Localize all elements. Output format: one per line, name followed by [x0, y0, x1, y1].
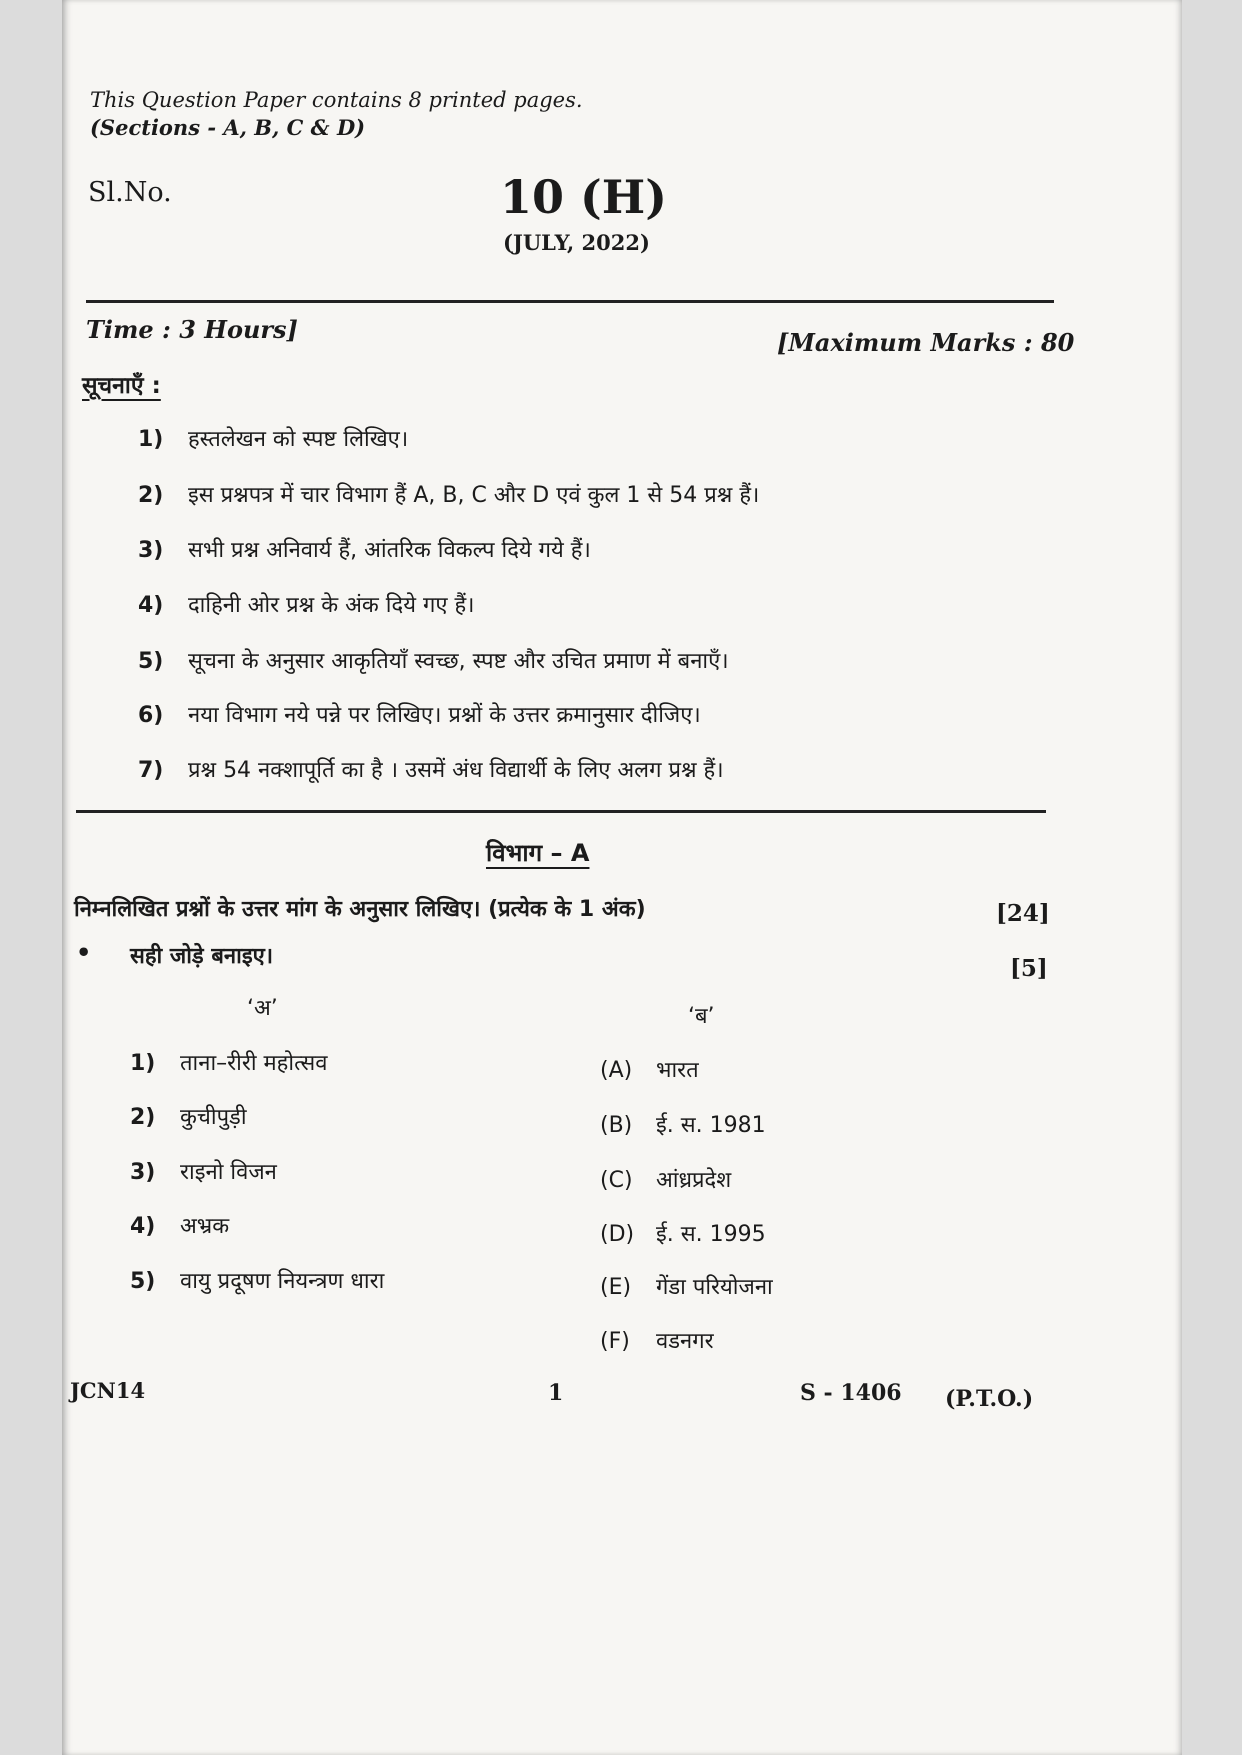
- column-b-header: ‘ब’: [688, 1004, 715, 1029]
- instruction-text: हस्तलेखन को स्पष्ट लिखिए।: [188, 427, 409, 452]
- exam-date: (JULY, 2022): [503, 230, 650, 255]
- instruction-number: 2): [138, 483, 164, 508]
- column-a-item: [130, 1156, 277, 1186]
- column-b-letter: (C): [600, 1168, 633, 1193]
- column-b-item: [600, 1271, 773, 1301]
- instruction-text: नया विभाग नये पन्ने पर लिखिए। प्रश्नों के उत्तर क्रमानुसार दीजिए।: [188, 703, 701, 728]
- column-b-item: [600, 1164, 731, 1194]
- column-a-number: 3): [130, 1160, 156, 1185]
- column-a-item: [130, 1047, 327, 1077]
- instructions-heading: सूचनाएँ :: [82, 373, 161, 399]
- footer-code: JCN14: [70, 1378, 146, 1403]
- section-a-title: विभाग – A: [486, 839, 590, 867]
- paper-code: 10 (H): [500, 170, 668, 224]
- maximum-marks: [Maximum Marks : 80: [777, 328, 1075, 357]
- time-allowed: Time : 3 Hours]: [86, 315, 298, 344]
- instruction-text: सूचना के अनुसार आकृतियाँ स्वच्छ, स्पष्ट और उचित प्रमाण में बनाएँ।: [188, 649, 729, 674]
- pages-note: This Question Paper contains 8 printed pages.: [90, 88, 583, 112]
- column-b-item: [600, 1054, 699, 1084]
- instruction-item: [138, 589, 475, 619]
- column-b-text: ई. स. 1995: [656, 1222, 766, 1247]
- section-a-instruction: निम्नलिखित प्रश्नों के उत्तर मांग के अनुसार लिखिए। (प्रत्येक के 1 अंक): [74, 897, 646, 922]
- match-pairs-title: सही जोड़े बनाइए।: [130, 944, 274, 969]
- instruction-item: [138, 534, 591, 564]
- column-a-item: [130, 1265, 384, 1295]
- instruction-number: 4): [138, 593, 164, 618]
- column-b-text: आंध्रप्रदेश: [656, 1168, 732, 1193]
- question-paper-page: [62, 0, 1182, 1755]
- column-b-letter: (E): [600, 1275, 632, 1300]
- column-b-text: वडनगर: [656, 1329, 714, 1354]
- column-a-text: ताना–रीरी महोत्सव: [180, 1051, 328, 1076]
- column-b-item: [600, 1325, 714, 1355]
- match-pairs-marks: [5]: [1010, 955, 1048, 982]
- column-b-text: गेंडा परियोजना: [656, 1275, 773, 1300]
- column-a-text: अभ्रक: [180, 1214, 230, 1239]
- instruction-item: [138, 645, 729, 675]
- column-b-letter: (A): [600, 1058, 633, 1083]
- instruction-text: दाहिनी ओर प्रश्न के अंक दिये गए हैं।: [188, 593, 475, 618]
- column-b-letter: (B): [600, 1113, 633, 1138]
- column-a-item: [130, 1101, 247, 1131]
- header-divider: [86, 300, 1054, 303]
- instruction-number: 5): [138, 649, 164, 674]
- instruction-item: [138, 479, 759, 509]
- instruction-number: 7): [138, 758, 164, 783]
- please-turn-over: (P.T.O.): [945, 1386, 1034, 1412]
- column-a-text: राइनो विजन: [180, 1160, 277, 1185]
- column-a-number: 1): [130, 1051, 156, 1076]
- series-number: S - 1406: [800, 1380, 902, 1406]
- instruction-item: [138, 754, 724, 784]
- sections-note: (Sections - A, B, C & D): [90, 115, 366, 140]
- instruction-item: [138, 423, 408, 453]
- instructions-divider: [76, 810, 1046, 813]
- column-a-item: [130, 1210, 229, 1240]
- column-a-number: 5): [130, 1269, 156, 1294]
- column-b-letter: (D): [600, 1222, 635, 1247]
- column-a-number: 4): [130, 1214, 156, 1239]
- serial-number-label: Sl.No.: [88, 177, 172, 208]
- instruction-text: इस प्रश्नपत्र में चार विभाग हैं A, B, C और D एवं कुल 1 से 54 प्रश्न हैं।: [188, 483, 760, 508]
- bullet-icon: •: [76, 938, 92, 967]
- instruction-item: [138, 699, 701, 729]
- instruction-number: 1): [138, 427, 164, 452]
- section-a-marks: [24]: [996, 900, 1050, 927]
- instruction-number: 3): [138, 538, 164, 563]
- column-b-item: [600, 1109, 766, 1139]
- column-a-text: वायु प्रदूषण नियन्त्रण धारा: [180, 1269, 385, 1294]
- column-b-item: [600, 1218, 766, 1248]
- column-a-number: 2): [130, 1105, 156, 1130]
- instruction-text: प्रश्न 54 नक्शापूर्ति का है । उसमें अंध विद्यार्थी के लिए अलग प्रश्न हैं।: [188, 758, 724, 783]
- column-b-text: भारत: [656, 1058, 699, 1083]
- page-number: 1: [548, 1380, 564, 1406]
- instruction-number: 6): [138, 703, 164, 728]
- column-a-text: कुचीपुड़ी: [180, 1105, 247, 1130]
- instruction-text: सभी प्रश्न अनिवार्य हैं, आंतरिक विकल्प दिये गये हैं।: [188, 538, 591, 563]
- column-a-header: ‘अ’: [247, 996, 278, 1021]
- column-b-text: ई. स. 1981: [656, 1113, 766, 1138]
- column-b-letter: (F): [600, 1329, 630, 1354]
